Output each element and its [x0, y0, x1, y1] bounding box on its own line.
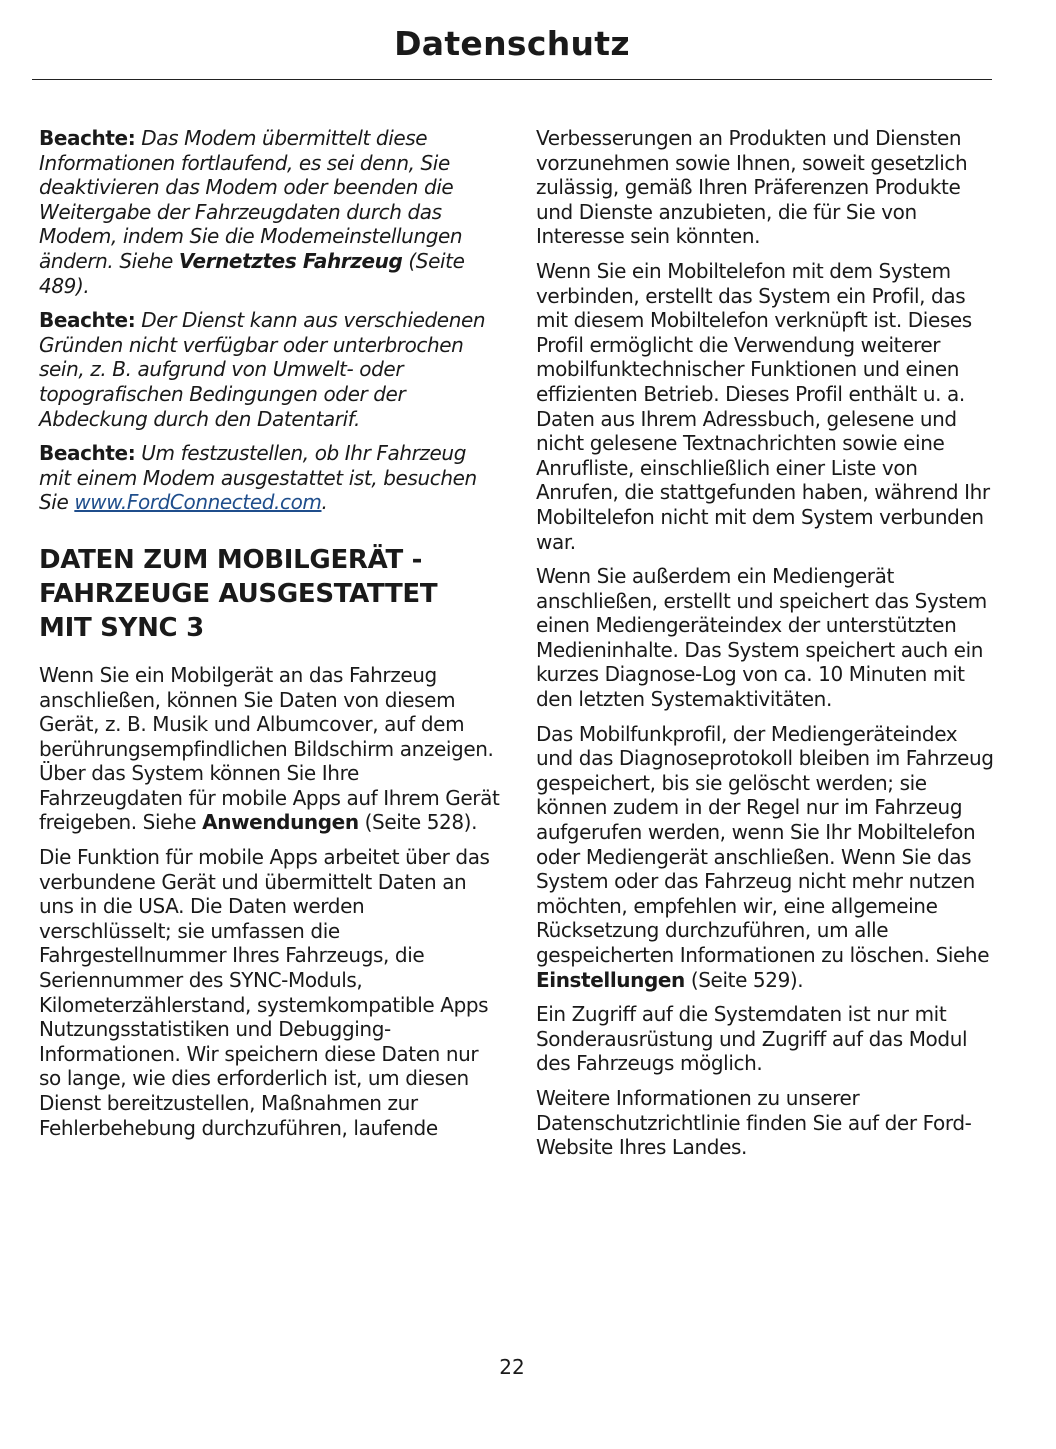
section-heading-line: DATEN ZUM MOBILGERÄT -: [39, 544, 423, 575]
paragraph-mobile-device: [39, 663, 501, 835]
note-text: Das Modem übermittelt diese Informationen fortlaufend, es sei denn, Sie deaktivieren das Modem oder beenden die Weitergabe der Fahrzeugdaten durch das Modem, indem Sie die Modemeinstellungen ändern. Siehe: [39, 126, 463, 273]
page-reference: (Seite 529).: [684, 967, 804, 992]
page-number: 22: [499, 1355, 525, 1379]
paragraph-system-access: Ein Zugriff auf die Systemdaten ist nur mit Sonderausrüstung und Zugriff auf das Modul des Fahrzeugs möglich.: [536, 1002, 968, 1076]
paragraph-text: Das Mobilfunkprofil, der Mediengeräteindex und das Diagnoseprotokoll bleiben im Fahrzeug gespeichert, bis sie gelöscht werden; sie können zudem in der Regel nur im Fahrzeug aufgerufen werden, wenn Sie Ihr Mobiltelefon oder Mediengerät anschließen. Wenn Sie das System oder das Fahrzeug nicht mehr nutzen möchten, empfehlen wir, eine allgemeine Rücksetzung durchzuführen, um alle gespeicherten Informationen zu löschen. Siehe: [536, 721, 994, 967]
title-divider: [32, 79, 992, 80]
cross-reference-link[interactable]: Vernetztes Fahrzeug: [178, 248, 403, 273]
page-reference: (Seite 489).: [39, 248, 465, 298]
paragraph-privacy-info: Weitere Informationen zu unserer Datenschutzrichtlinie finden Sie auf der Ford-Website Ihres Landes.: [536, 1085, 972, 1160]
note-text: Um festzustellen, ob Ihr Fahrzeug mit einem Modem ausgestattet ist, besuchen Sie: [39, 441, 477, 515]
paragraph-data-storage: [536, 722, 998, 993]
note-label: Beachte:: [39, 308, 136, 333]
fordconnected-link[interactable]: www.FordConnected.com: [74, 490, 322, 515]
section-heading-line: FAHRZEUGE AUSGESTATTET: [39, 578, 438, 609]
note-service-availability: [39, 308, 501, 431]
cross-reference-link[interactable]: Einstellungen: [536, 967, 685, 992]
right-column: [536, 126, 998, 1170]
note-text: Der Dienst kann aus verschiedenen Gründen nicht verfügbar oder unterbrochen sein, z. B. aufgrund von Umwelt- oder topografischen Bedingungen oder der Abdeckung durch den Datentarif.: [39, 308, 486, 431]
section-heading: [39, 543, 501, 645]
note-modem-transmission: [39, 126, 501, 298]
paragraph-media-index: Wenn Sie außerdem ein Mediengerät anschließen, erstellt und speichert das System einen Mediengeräteindex der unterstützten Medieninhalte. Das System speichert auch ein kurzes Diagnose-Log von ca. 10 Minuten mit den letzten Systemaktivitäten.: [536, 564, 987, 712]
paragraph-improvements: Verbesserungen an Produkten und Diensten vorzunehmen sowie Ihnen, soweit gesetzlich zulässig, gemäß Ihren Präferenzen Produkte und Dienste anzubieten, die für Sie von Interesse sein könnten.: [536, 126, 968, 249]
paragraph-mobile-apps: Die Funktion für mobile Apps arbeitet über das verbundene Gerät und übermittelt Daten an uns in die USA. Die Daten werden verschlüsselt; sie umfassen die Fahrgestellnummer Ihres Fahrzeugs, die Seriennummer des SYNC-Moduls, Kilometerzählerstand, systemkompatible Apps Nutzungsstatistiken und Debugging-Informationen. Wir speichern diese Daten nur so lange, wie dies erforderlich ist, um diesen Dienst bereitzustellen, Maßnahmen zur Fehlerbehebung durchzuführen, laufende: [39, 845, 490, 1140]
left-column: [39, 126, 501, 1150]
section-heading-line: MIT SYNC 3: [39, 612, 204, 643]
paragraph-text: Wenn Sie ein Mobilgerät an das Fahrzeug anschließen, können Sie Daten von diesem Gerät, z. B. Musik und Albumcover, auf dem berührungsempfindlichen Bildschirm anzeigen. Über das System können Sie Ihre Fahrzeugdaten für mobile Apps auf Ihrem Gerät freigeben. Siehe: [39, 662, 500, 835]
page-title: Datenschutz: [394, 24, 630, 63]
page-reference: (Seite 528).: [358, 810, 478, 835]
note-label: Beachte:: [39, 126, 136, 150]
note-end: .: [321, 490, 328, 515]
note-modem-check: [39, 441, 501, 515]
paragraph-phone-profile: Wenn Sie ein Mobiltelefon mit dem System verbinden, erstellt das System ein Profil, das mit diesem Mobiltelefon verknüpft ist. Dieses Profil ermöglicht die Verwendung weiterer mobilfunktechnischer Funktionen und einen effizienten Betrieb. Dieses Profil enthält u. a. Daten aus Ihrem Adressbuch, gelesene und nicht gelesene Textnachrichten sowie eine Anrufliste, einschließlich einer Liste von Anrufen, die stattgefunden haben, während Ihr Mobiltelefon nicht mit dem System verbunden war.: [536, 258, 990, 554]
note-label: Beachte:: [39, 441, 136, 466]
cross-reference-link[interactable]: Anwendungen: [202, 810, 359, 835]
